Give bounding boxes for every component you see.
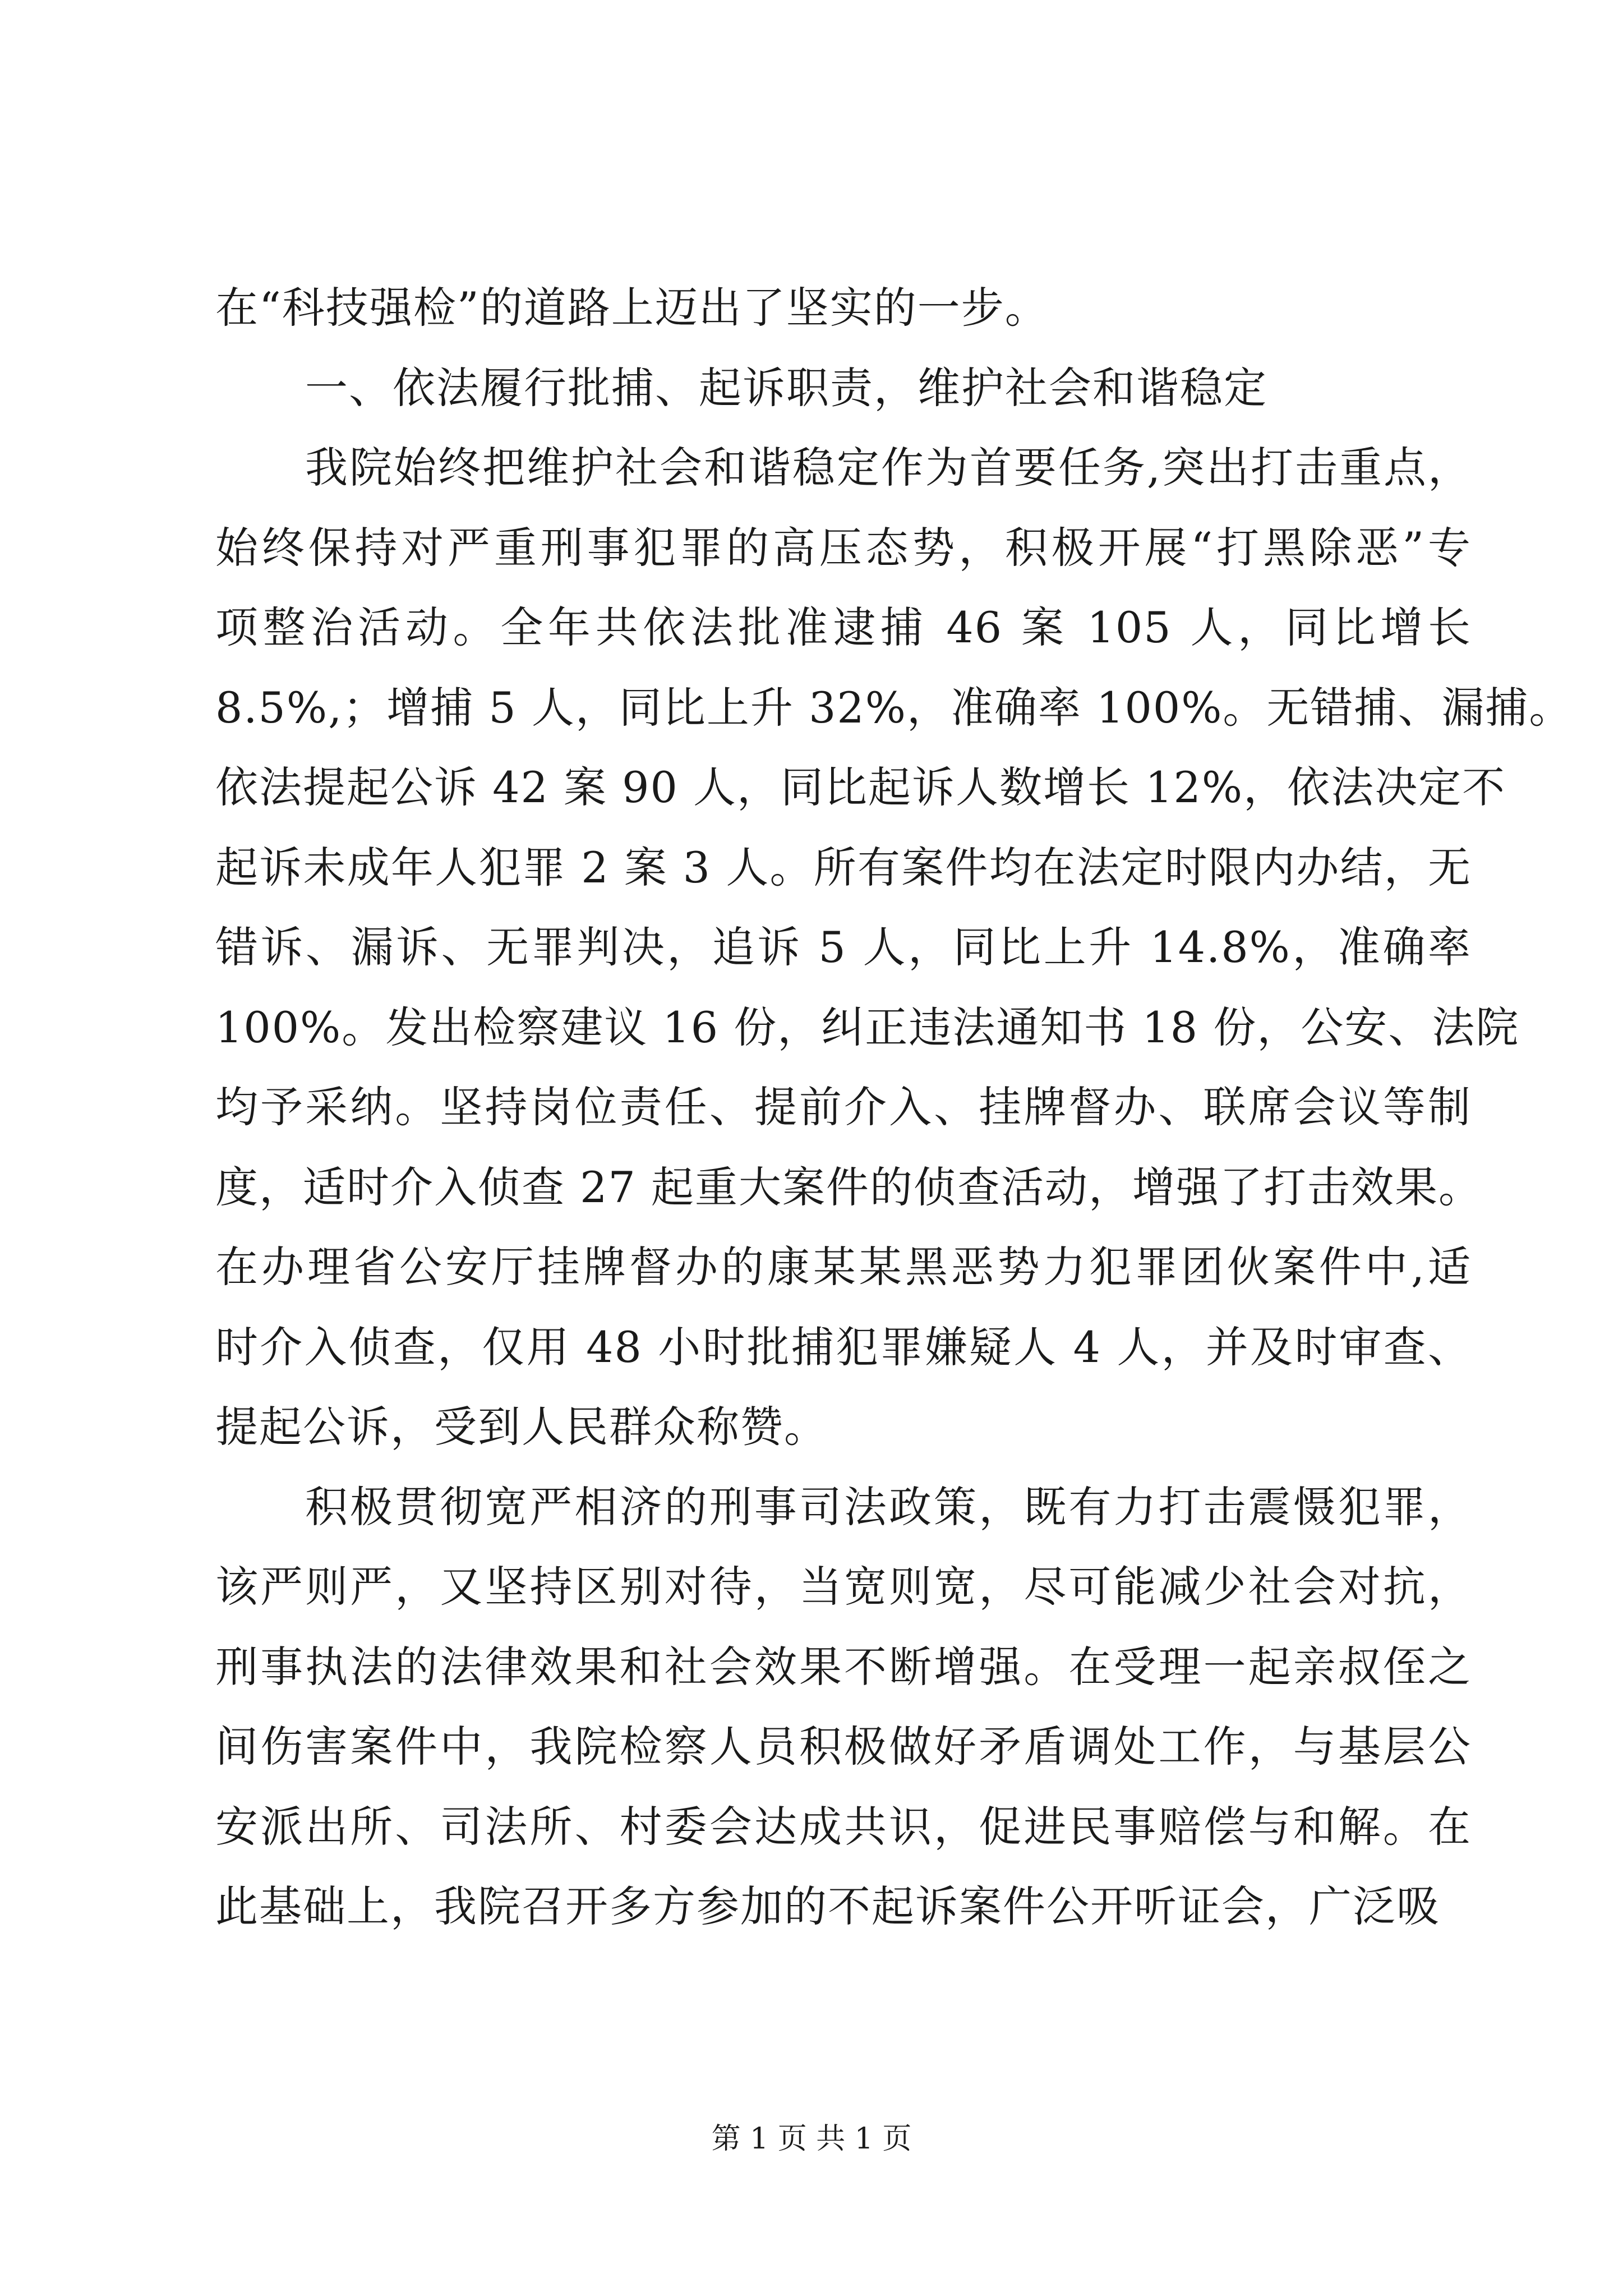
paragraph-line: 100%。发出检察建议 16 份，纠正违法通知书 18 份，公安、法院 <box>215 1002 1520 1052</box>
paragraph-line: 8.5%,；增捕 5 人，同比上升 32%，准确率 100%。无错捕、漏捕。 <box>215 682 1573 733</box>
document-body <box>215 268 1573 1947</box>
paragraph-line: 积极贯彻宽严相济的刑事司法政策，既有力打击震慑犯罪， <box>305 1481 1472 1532</box>
paragraph-line: 时介入侦查，仅用 48 小时批捕犯罪嫌疑人 4 人，并及时审查、 <box>215 1322 1472 1372</box>
paragraph-line: 起诉未成年人犯罪 2 案 3 人。所有案件均在法定时限内办结，无 <box>215 842 1472 892</box>
paragraph-line: 刑事执法的法律效果和社会效果不断增强。在受理一起亲叔侄之 <box>215 1641 1472 1692</box>
paragraph-line: 我院始终把维护社会和谐稳定作为首要任务,突出打击重点， <box>305 443 1472 493</box>
paragraph-line: 在“科技强检”的道路上迈出了坚实的一步。 <box>215 283 1049 333</box>
paragraph-line: 错诉、漏诉、无罪判决，追诉 5 人，同比上升 14.8%，准确率 <box>215 922 1472 972</box>
paragraph-line: 始终保持对严重刑事犯罪的高压态势，积极开展“打黑除恶”专 <box>215 522 1472 573</box>
paragraph-line: 间伤害案件中，我院检察人员积极做好矛盾调处工作，与基层公 <box>215 1722 1472 1772</box>
paragraph-line: 提起公诉，受到人民群众称赞。 <box>215 1402 828 1452</box>
paragraph-line: 一、依法履行批捕、起诉职责，维护社会和谐稳定 <box>305 362 1267 413</box>
paragraph-line: 安派出所、司法所、村委会达成共识，促进民事赔偿与和解。在 <box>215 1801 1472 1852</box>
paragraph-line: 此基础上，我院召开多方参加的不起诉案件公开听证会，广泛吸 <box>215 1881 1440 1931</box>
paragraph-line: 依法提起公诉 42 案 90 人，同比起诉人数增长 12%，依法决定不 <box>215 762 1506 812</box>
paragraph-line: 项整治活动。全年共依法批准逮捕 46 案 105 人，同比增长 <box>215 602 1472 652</box>
paragraph-line: 均予采纳。坚持岗位责任、提前介入、挂牌督办、联席会议等制 <box>215 1082 1472 1132</box>
paragraph-line: 度，适时介入侦查 27 起重大案件的侦查活动，增强了打击效果。 <box>215 1162 1483 1212</box>
paragraph-line: 在办理省公安厅挂牌督办的康某某黑恶势力犯罪团伙案件中,适 <box>215 1242 1472 1292</box>
page-footer: 第 1 页 共 1 页 <box>711 2122 912 2156</box>
paragraph-line: 该严则严，又坚持区别对待，当宽则宽，尽可能减少社会对抗， <box>215 1562 1472 1612</box>
